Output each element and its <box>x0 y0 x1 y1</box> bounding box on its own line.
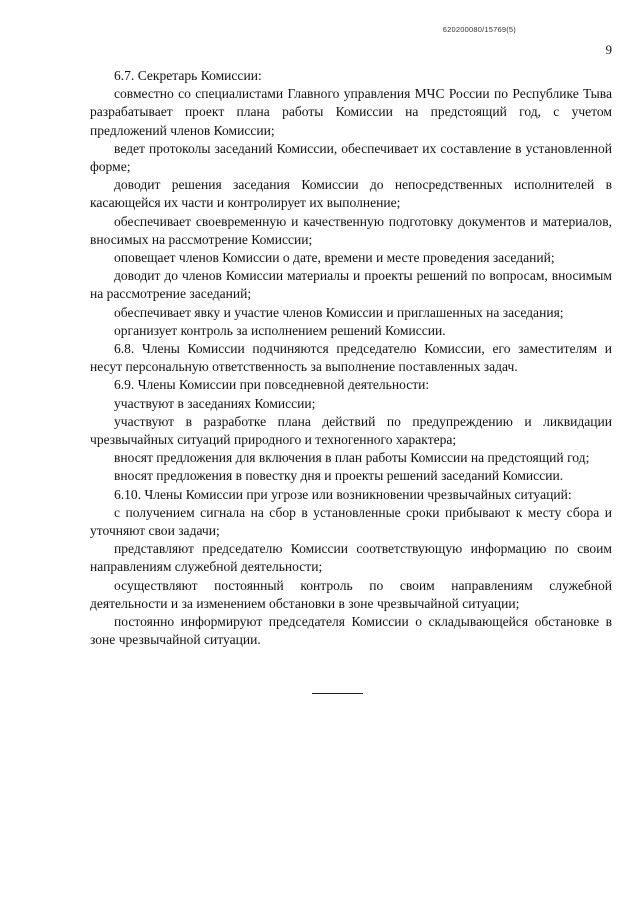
page-number: 9 <box>605 42 612 57</box>
paragraph: совместно со специалистами Главного управления МЧС России по Республике Тыва разрабатывает проект плана работы Комиссии на предстоящий год, с учетом предложений членов Комиссии; <box>90 86 612 138</box>
document-body <box>90 67 612 650</box>
paragraph: вносят предложения в повестку дня и проекты решений заседаний Комиссии. <box>114 468 564 484</box>
section-heading-6-7: 6.7. Секретарь Комиссии: <box>114 68 262 83</box>
paragraph: постоянно информируют председателя Комиссии о складывающейся обстановке в зоне чрезвычайной ситуации. <box>90 614 612 648</box>
end-of-document-divider <box>312 693 363 694</box>
paragraph: оповещает членов Комиссии о дате, времени и месте проведения заседаний; <box>114 250 555 266</box>
document-code: 620200080/15769(5) <box>442 25 516 34</box>
paragraph: обеспечивает явку и участие членов Комиссии и приглашенных на заседания; <box>114 304 564 320</box>
section-heading-6-10: 6.10. Члены Комиссии при угрозе или возникновении чрезвычайных ситуаций: <box>114 486 572 502</box>
paragraph: представляют председателю Комиссии соответствующую информацию по своим направлениям служебной деятельности; <box>90 541 612 575</box>
paragraph: с получением сигнала на сбор в установленные сроки прибывают к месту сбора и уточняют свои задачи; <box>90 504 612 539</box>
paragraph: организует контроль за исполнением решений Комиссии. <box>114 322 446 338</box>
section-heading-6-9: 6.9. Члены Комиссии при повседневной деятельности: <box>114 377 430 393</box>
paragraph: участвуют в заседаниях Комиссии; <box>114 395 316 411</box>
paragraph: ведет протоколы заседаний Комиссии, обеспечивает их составление в установленной форме; <box>90 140 612 175</box>
paragraph: доводит решения заседания Комиссии до непосредственных исполнителей в касающейся их части и контролирует их выполнение; <box>90 177 612 211</box>
paragraph: осуществляют постоянный контроль по своим направлениям служебной деятельности и за изменением обстановки в зоне чрезвычайной ситуации; <box>90 577 612 611</box>
paragraph: участвуют в разработке плана действий по предупреждению и ликвидации чрезвычайных ситуаций природного и техногенного характера; <box>90 413 612 448</box>
paragraph: доводит до членов Комиссии материалы и проекты решений по вопросам, вносимым на рассмотрение заседаний; <box>90 268 612 302</box>
paragraph: вносят предложения для включения в план работы Комиссии на предстоящий год; <box>114 450 590 466</box>
paragraph: обеспечивает своевременную и качественную подготовку документов и материалов, вносимых на рассмотрение Комиссии; <box>90 213 612 247</box>
section-6-8: 6.8. Члены Комиссии подчиняются председателю Комиссии, его заместителям и несут персональную ответственность за выполнение поставленных задач. <box>90 341 612 375</box>
